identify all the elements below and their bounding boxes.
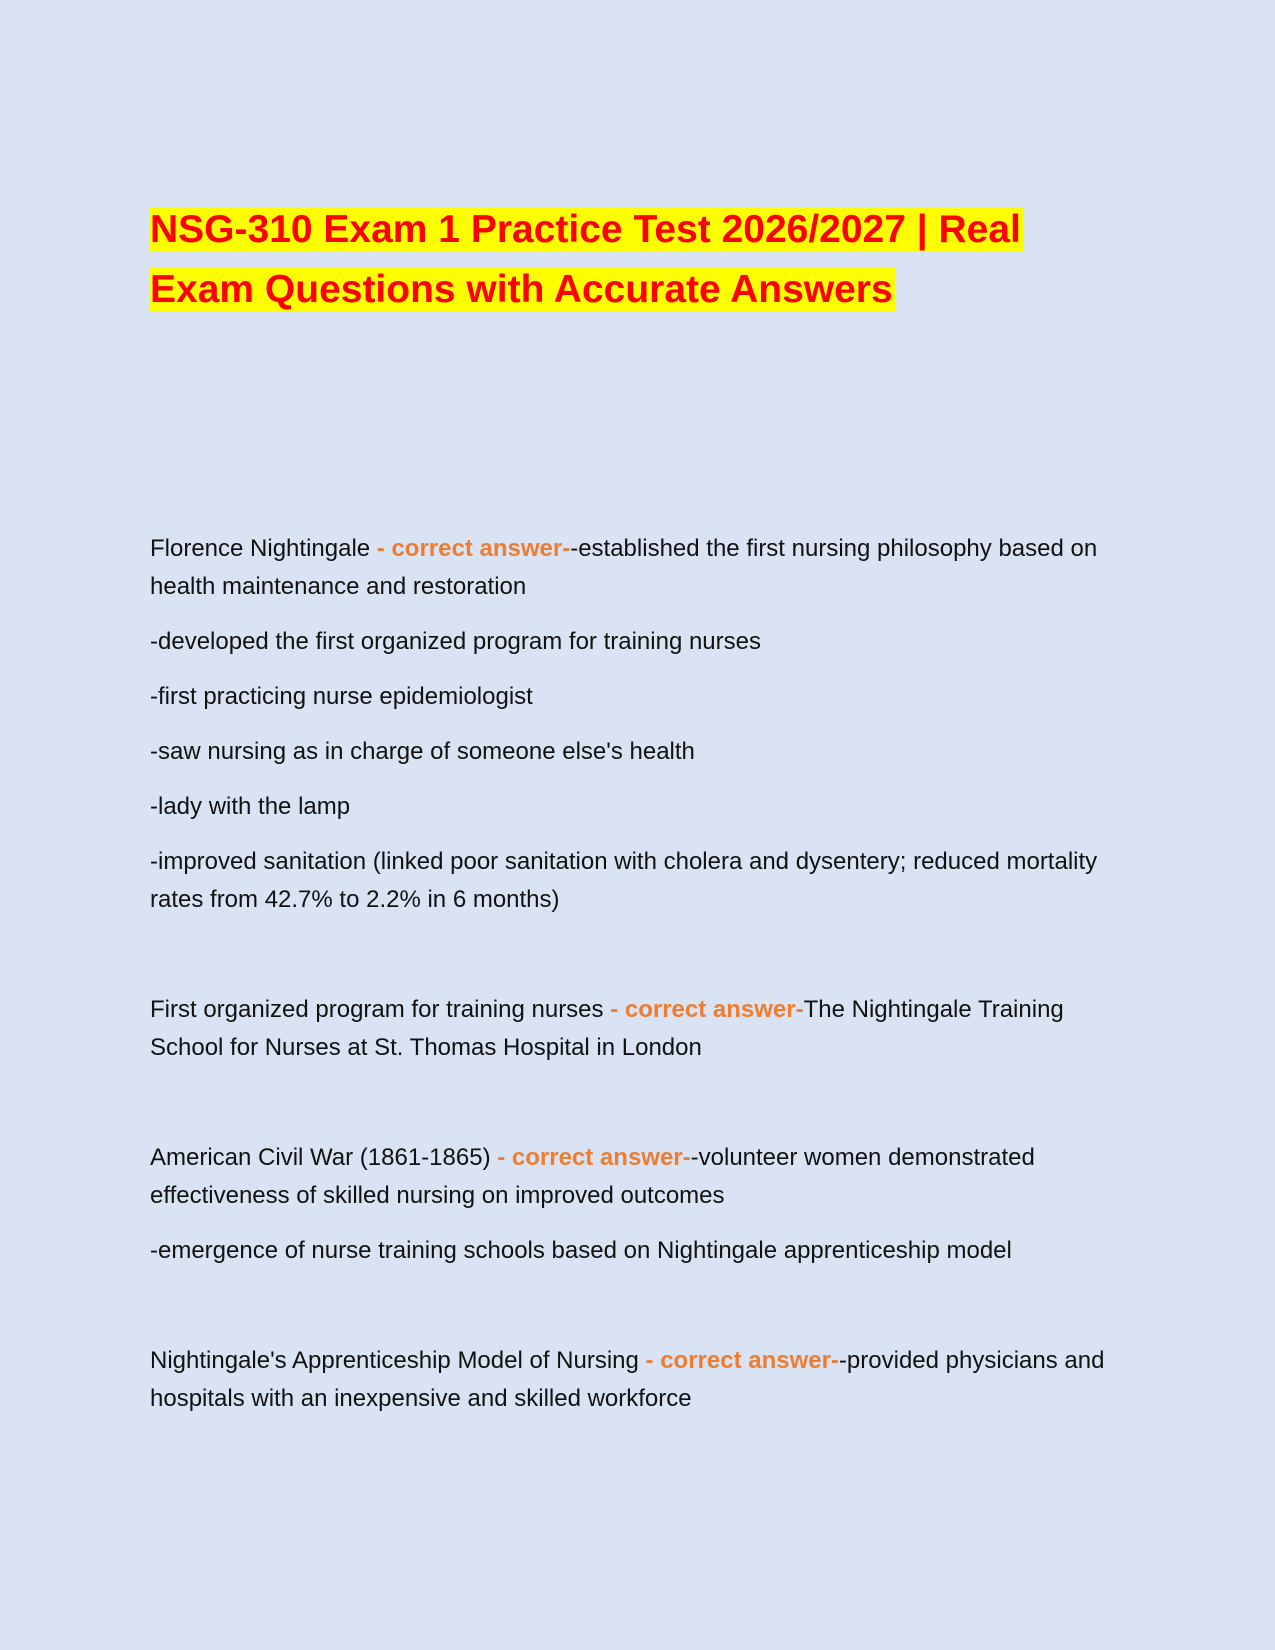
- qa-question-line: [150, 991, 1140, 1067]
- document-title: [150, 200, 1130, 320]
- qa-bullet: -emergence of nurse training schools based on Nightingale apprenticeship model: [150, 1237, 1012, 1264]
- answer-separator: - correct answer-: [497, 1144, 691, 1171]
- title-line-1: NSG-310 Exam 1 Practice Test 2026/2027 | Real: [150, 208, 1021, 251]
- qa-list: [150, 530, 1140, 1418]
- qa-answer: -volunteer women demonstrated effectiveness of skilled nursing on improved outcomes: [150, 1144, 1035, 1209]
- qa-entry: [150, 1139, 1140, 1270]
- entry-spacer: [150, 919, 1140, 991]
- qa-term: Nightingale's Apprenticeship Model of Nursing: [150, 1347, 646, 1374]
- entry-spacer: [150, 1270, 1140, 1342]
- qa-question-line: [150, 530, 1140, 606]
- qa-term: American Civil War (1861-1865): [150, 1144, 498, 1171]
- entry-spacer: [150, 1067, 1140, 1139]
- answer-separator: - correct answer-: [610, 996, 804, 1023]
- qa-term: First organized program for training nurses: [150, 996, 611, 1023]
- answer-separator: - correct answer-: [645, 1347, 839, 1374]
- title-line-2: Exam Questions with Accurate Answers: [150, 268, 893, 311]
- qa-entry: [150, 1342, 1140, 1418]
- qa-entry: [150, 991, 1140, 1067]
- qa-bullet: -improved sanitation (linked poor sanitation with cholera and dysentery; reduced mortality rates from 42.7% to 2.2% in 6 months): [150, 848, 1098, 913]
- answer-separator: - correct answer-: [376, 535, 571, 562]
- qa-bullet: -saw nursing as in charge of someone else's health: [150, 738, 695, 765]
- qa-answer: -provided physicians and hospitals with an inexpensive and skilled workforce: [150, 1347, 1105, 1412]
- qa-question-line: [150, 1139, 1140, 1215]
- qa-question-line: [150, 1342, 1140, 1418]
- qa-bullet: -first practicing nurse epidemiologist: [150, 683, 533, 710]
- qa-answer: -established the first nursing philosophy based on health maintenance and restoration: [150, 535, 1098, 600]
- qa-term: Florence Nightingale: [150, 535, 377, 562]
- qa-bullet: -developed the first organized program for training nurses: [150, 628, 761, 655]
- qa-bullet: -lady with the lamp: [150, 793, 351, 820]
- qa-entry: [150, 530, 1140, 919]
- document-header: [150, 200, 1130, 320]
- qa-answer: The Nightingale Training School for Nurses at St. Thomas Hospital in London: [150, 996, 1064, 1061]
